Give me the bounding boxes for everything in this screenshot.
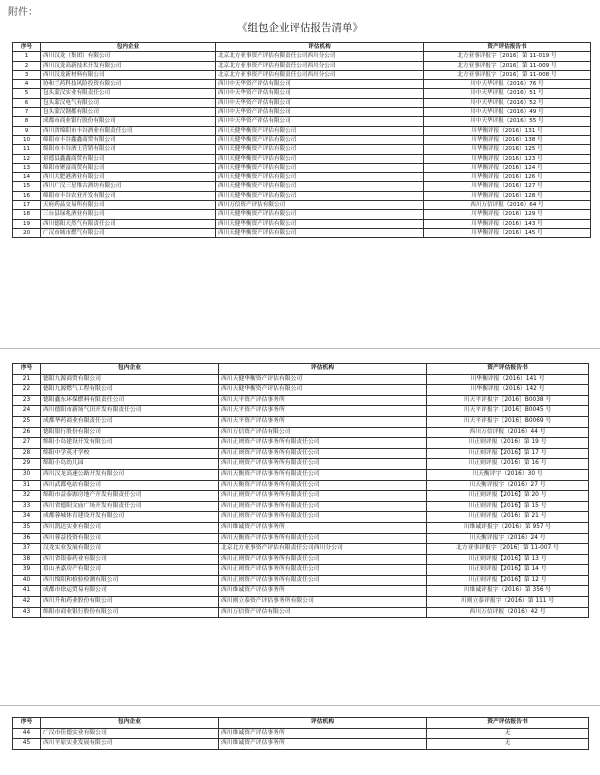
row-index: 15: [13, 182, 41, 191]
row-index: 34: [13, 512, 41, 523]
company-cell: 绵阳市丰谷酒王营销有限公司: [41, 145, 216, 154]
company-cell: 西川武都电站有限公司: [41, 480, 219, 491]
report-number-cell: 川天平评报字［2016］B0069 号: [427, 416, 589, 427]
table-row: [13, 416, 589, 427]
row-index: 17: [13, 201, 41, 210]
row-index: 24: [13, 406, 41, 417]
agency-cell: 西川天健华衡资产评估有限公司: [216, 210, 424, 219]
agency-cell: 西川中天华资产评估有限公司: [216, 98, 424, 107]
page-separator: [0, 348, 600, 349]
report-number-cell: 北方亚事评报字［2016］第 11-008 号: [424, 70, 591, 79]
table-row: [13, 739, 589, 750]
table-row: [13, 52, 591, 61]
table-row: [13, 406, 589, 417]
report-number-cell: 川天平评报字［2016］B0045 号: [427, 406, 589, 417]
table-row: [13, 98, 591, 107]
report-number-cell: 北方亚事评报字［2016］第 11-009 号: [424, 61, 591, 70]
company-cell: 成都华药商业有限责任公司: [41, 416, 219, 427]
row-index: 8: [13, 117, 41, 126]
company-cell: 汉龙实业发展有限公司: [41, 544, 219, 555]
agency-cell: 西川维诚资产评估事务所: [219, 728, 427, 739]
row-index: 6: [13, 98, 41, 107]
row-index: 35: [13, 522, 41, 533]
report-number-cell: 川中天华评报（2016）55 号: [424, 117, 591, 126]
agency-cell: 西川正则资产评估事务所有限责任公司: [219, 554, 427, 565]
agency-cell: 西川天平资产评估事务所: [219, 416, 427, 427]
row-index: 45: [13, 739, 41, 750]
agency-cell: 西川天健华衡资产评估有限公司: [216, 173, 424, 182]
table-row: [13, 61, 591, 70]
row-index: 28: [13, 448, 41, 459]
row-index: 5: [13, 89, 41, 98]
table-row: [13, 448, 589, 459]
row-index: 27: [13, 438, 41, 449]
report-number-cell: 川正则评报【2016】第 15 号: [427, 501, 589, 512]
report-number-cell: 北方亚事评报字［2016］第 11-007 号: [427, 544, 589, 555]
report-number-cell: 川华衡评报（2016）123 号: [424, 154, 591, 163]
report-number-cell: 川维诚评报字（2016）第 356 号: [427, 586, 589, 597]
report-number-cell: 川华衡评报（2016）138 号: [424, 135, 591, 144]
agency-cell: 西川中天华资产评估有限公司: [216, 89, 424, 98]
company-cell: 西川凯达实业有限公司: [41, 522, 219, 533]
table-row: [13, 89, 591, 98]
report-number-cell: 川正则评报【2016】第 14 号: [427, 565, 589, 576]
report-number-cell: 北方亚事评报字［2016］第 11-019 号: [424, 52, 591, 61]
row-index: 41: [13, 586, 41, 597]
report-number-cell: 川天平评报字［2016］B0038 号: [427, 395, 589, 406]
report-number-cell: 川正则评报【2016】第 17 号: [427, 448, 589, 459]
company-cell: 西川汉龙（集团）有限公司: [41, 52, 216, 61]
agency-cell: 西川维诚资产评估事务所: [219, 739, 427, 750]
report-number-cell: 川华衡评报（2016）143 号: [424, 219, 591, 228]
report-number-cell: 川华衡评报（2016）126 号: [424, 173, 591, 182]
agency-cell: 西川中天华资产评估有限公司: [216, 108, 424, 117]
row-index: 38: [13, 554, 41, 565]
row-index: 2: [13, 61, 41, 70]
table-row: [13, 607, 589, 618]
report-number-cell: 川天衡评字（2016）30 号: [427, 469, 589, 480]
header-report: 资产评估报告书: [427, 718, 589, 729]
company-cell: 西川广汉三星堆古酒坊有限公司: [41, 182, 216, 191]
company-cell: 绵阳市聚富商贸有限公司: [41, 163, 216, 172]
table-row: [13, 597, 589, 608]
agency-cell: 西川正则资产评估事务所有限责任公司: [219, 491, 427, 502]
agency-cell: 西川万信资产评估有限公司: [219, 607, 427, 618]
agency-cell: 西川天健华衡资产评估有限公司: [219, 374, 427, 385]
report-number-cell: 川则立泰评报字（2016）第 111 号: [427, 597, 589, 608]
agency-cell: 北京北方亚事资产评估有限责任公司西川分公司: [216, 52, 424, 61]
company-cell: 德阳九源商贸有限公司: [41, 374, 219, 385]
company-cell: 包头蒙汉实业有限责任公司: [41, 89, 216, 98]
report-number-cell: 无: [427, 739, 589, 750]
agency-cell: 西川万信资产评估有限公司: [216, 201, 424, 210]
company-cell: 包头蒙汉电气有限公司: [41, 98, 216, 107]
agency-cell: 西川天健华衡资产评估有限公司: [216, 154, 424, 163]
report-number-cell: 川天衡评报字（2016）24 号: [427, 533, 589, 544]
table-row: [13, 80, 591, 89]
table-row: [13, 385, 589, 396]
header-agency: 评估机构: [216, 43, 424, 52]
agency-cell: 西川天健华衡资产评估有限公司: [216, 145, 424, 154]
company-cell: 眉山圣嘉房产有限公司: [41, 565, 219, 576]
row-index: 39: [13, 565, 41, 576]
row-index: 26: [13, 427, 41, 438]
company-cell: 广汉市佳德实业有限公司: [41, 728, 219, 739]
table-row: [13, 586, 589, 597]
row-index: 19: [13, 219, 41, 228]
company-cell: 西川省银泰药业有限公司: [41, 554, 219, 565]
company-cell: 绵阳市丰谷鑫鑫商贸有限公司: [41, 135, 216, 144]
row-index: 22: [13, 385, 41, 396]
table-row: [13, 108, 591, 117]
table-row: [13, 554, 589, 565]
table-row: [13, 491, 589, 502]
table-row: [13, 182, 591, 191]
company-cell: 西川升和药业股份有限公司: [41, 597, 219, 608]
header-index: 序号: [13, 43, 41, 52]
table-row: [13, 145, 591, 154]
agency-cell: 西川天衡资产评估事务所有限责任公司: [219, 480, 427, 491]
agency-cell: 西川正则资产评估事务所有限责任公司: [219, 575, 427, 586]
row-index: 33: [13, 501, 41, 512]
company-cell: 绵阳市商业银行股份有限公司: [41, 607, 219, 618]
company-cell: 成都市商业银行股份有限公司: [41, 117, 216, 126]
agency-cell: 西川维诚资产评估事务所: [219, 586, 427, 597]
report-number-cell: 川华衡评报（2016）124 号: [424, 163, 591, 172]
header-agency: 评估机构: [219, 718, 427, 729]
table-row: [13, 544, 589, 555]
agency-cell: 西川维诚资产评估事务所: [219, 522, 427, 533]
agency-cell: 西川天健华衡资产评估有限公司: [216, 219, 424, 228]
report-number-cell: 川中天华评报（2016）51 号: [424, 89, 591, 98]
row-index: 18: [13, 210, 41, 219]
company-cell: 成都市徐运贸易有限公司: [41, 586, 219, 597]
header-company: 包内企业: [41, 364, 219, 375]
company-cell: 景德县鑫鑫商贸有限公司: [41, 154, 216, 163]
row-index: 7: [13, 108, 41, 117]
row-index: 32: [13, 491, 41, 502]
company-cell: 绵阳小岛建设开发有限公司: [41, 438, 219, 449]
table-row: [13, 173, 591, 182]
row-index: 23: [13, 395, 41, 406]
row-index: 1: [13, 52, 41, 61]
table-row: [13, 427, 589, 438]
agency-cell: 西川天健华衡资产评估有限公司: [216, 191, 424, 200]
row-index: 43: [13, 607, 41, 618]
report-number-cell: 川华衡评报（2016）128 号: [424, 191, 591, 200]
table-header-row: [13, 718, 589, 729]
agency-cell: 西川正则资产评估事务所有限责任公司: [219, 448, 427, 459]
company-cell: 德阳鑫东环保燃料有限责任公司: [41, 395, 219, 406]
table-row: [13, 469, 589, 480]
table-row: [13, 163, 591, 172]
report-number-cell: 川华衡评报（2016）145 号: [424, 228, 591, 237]
agency-cell: 西川则立泰资产评估事务所有限公司: [219, 597, 427, 608]
report-number-cell: 川华衡评报（2016）127 号: [424, 182, 591, 191]
row-index: 40: [13, 575, 41, 586]
agency-cell: 西川天衡资产评估事务所有限责任公司: [219, 533, 427, 544]
table-row: [13, 512, 589, 523]
header-company: 包内企业: [41, 43, 216, 52]
header-report: 资产评估报告书: [424, 43, 591, 52]
company-cell: 绵阳中学英才学校: [41, 448, 219, 459]
table-row: [13, 126, 591, 135]
row-index: 21: [13, 374, 41, 385]
table-row: [13, 154, 591, 163]
table-row: [13, 228, 591, 237]
agency-cell: 西川天衡资产评估事务所有限责任公司: [219, 469, 427, 480]
agency-cell: 西川天健华衡资产评估有限公司: [216, 163, 424, 172]
row-index: 10: [13, 135, 41, 144]
report-table-3: [12, 717, 589, 750]
row-index: 29: [13, 459, 41, 470]
table-row: [13, 459, 589, 470]
report-number-cell: 川中天华评报（2016）76 号: [424, 80, 591, 89]
row-index: 25: [13, 416, 41, 427]
table-row: [13, 522, 589, 533]
row-index: 20: [13, 228, 41, 237]
attachment-label: 附件：: [8, 7, 38, 18]
report-number-cell: 川正则评报（2016）第 19 号: [427, 438, 589, 449]
header-company: 包内企业: [41, 718, 219, 729]
page-separator: [0, 705, 600, 706]
table-row: [13, 480, 589, 491]
row-index: 12: [13, 154, 41, 163]
row-index: 4: [13, 80, 41, 89]
report-number-cell: 川华衡评报（2016）142 号: [427, 385, 589, 396]
company-cell: 德阳九源燃气工程有限公司: [41, 385, 219, 396]
company-cell: 绵阳市益泰源房地产开发有限责任公司: [41, 491, 219, 502]
report-number-cell: 无: [427, 728, 589, 739]
row-index: 42: [13, 597, 41, 608]
row-index: 11: [13, 145, 41, 154]
agency-cell: 西川正则资产评估事务所有限责任公司: [219, 512, 427, 523]
company-cell: 西川德阳市新场气田开发有限责任公司: [41, 406, 219, 417]
row-index: 36: [13, 533, 41, 544]
agency-cell: 西川万信资产评估有限公司: [219, 427, 427, 438]
agency-cell: 西川天健华衡资产评估有限公司: [216, 228, 424, 237]
company-cell: 包头蒙汉钢都有限公司: [41, 108, 216, 117]
table-row: [13, 728, 589, 739]
table-row: [13, 501, 589, 512]
table-row: [13, 533, 589, 544]
table-row: [13, 219, 591, 228]
table-header-row: [13, 43, 591, 52]
table-row: [13, 438, 589, 449]
agency-cell: 西川天健华衡资产评估有限公司: [216, 135, 424, 144]
company-cell: 西川汉龙新材料有限公司: [41, 70, 216, 79]
report-number-cell: 川华衡评报（2016）125 号: [424, 145, 591, 154]
agency-cell: 西川中天华资产评估有限公司: [216, 80, 424, 89]
company-cell: 德阳银行股份有限公司: [41, 427, 219, 438]
report-number-cell: 川华衡评报（2016）131 号: [424, 126, 591, 135]
table-header-row: [13, 364, 589, 375]
row-index: 37: [13, 544, 41, 555]
row-index: 9: [13, 126, 41, 135]
header-index: 序号: [13, 364, 41, 375]
agency-cell: 西川正则资产评估事务所有限责任公司: [219, 501, 427, 512]
report-number-cell: 川中天华评报（2016）52 号: [424, 98, 591, 107]
row-index: 30: [13, 469, 41, 480]
company-cell: 西川大肥港酒业有限公司: [41, 173, 216, 182]
table-row: [13, 395, 589, 406]
table-row: [13, 374, 589, 385]
agency-cell: 北京北方亚事资产评估有限责任公司西川分公司: [216, 70, 424, 79]
agency-cell: 北京北方亚事资产评估有限责任公司西川分公司: [219, 544, 427, 555]
table-row: [13, 201, 591, 210]
agency-cell: 西川天健华衡资产评估有限公司: [219, 385, 427, 396]
agency-cell: 西川天健华衡资产评估有限公司: [216, 182, 424, 191]
agency-cell: 北京北方亚事资产评估有限责任公司西川分公司: [216, 61, 424, 70]
report-number-cell: 川正则评报【2016】第 13 号: [427, 554, 589, 565]
row-index: 3: [13, 70, 41, 79]
table-row: [13, 210, 591, 219]
table-row: [13, 575, 589, 586]
company-cell: 三台县绿兆酒业有限公司: [41, 210, 216, 219]
table-row: [13, 191, 591, 200]
company-cell: 西川蓉益投资有限公司: [41, 533, 219, 544]
company-cell: 成都蓉城体育建设开发有限公司: [41, 512, 219, 523]
agency-cell: 西川正则资产评估事务所有限责任公司: [219, 438, 427, 449]
report-number-cell: 川正则评报【2016】第 20 号: [427, 491, 589, 502]
company-cell: 协和兰药科技风险投资有限公司: [41, 80, 216, 89]
company-cell: 绵阳小岛幼儿园: [41, 459, 219, 470]
report-table-1: [12, 42, 591, 238]
agency-cell: 西川正则资产评估事务所有限责任公司: [219, 565, 427, 576]
agency-cell: 西川天健华衡资产评估有限公司: [216, 126, 424, 135]
report-number-cell: 西川万信评报（2016）64 号: [424, 201, 591, 210]
agency-cell: 西川天平资产评估事务所: [219, 406, 427, 417]
table-row: [13, 117, 591, 126]
report-number-cell: 川天衡评报字（2016）27 号: [427, 480, 589, 491]
header-index: 序号: [13, 718, 41, 729]
company-cell: 西川平原实业发展有限公司: [41, 739, 219, 750]
row-index: 44: [13, 728, 41, 739]
report-number-cell: 西川万信评报（2016）44 号: [427, 427, 589, 438]
report-number-cell: 川华衡评报（2016）129 号: [424, 210, 591, 219]
company-cell: 西川汉龙高新技术开发有限公司: [41, 61, 216, 70]
company-cell: 西川汉龙高速公路开发有限公司: [41, 469, 219, 480]
row-index: 14: [13, 173, 41, 182]
report-number-cell: 川正则评报【2016】第 12 号: [427, 575, 589, 586]
company-cell: 西川省绵阳市丰谷酒业有限责任公司: [41, 126, 216, 135]
row-index: 16: [13, 191, 41, 200]
header-agency: 评估机构: [219, 364, 427, 375]
report-number-cell: 川正则评报（2016）第 21 号: [427, 512, 589, 523]
document-title: 《组包企业评估报告清单》: [237, 22, 363, 34]
agency-cell: 西川天平资产评估事务所: [219, 395, 427, 406]
company-cell: 天府药品交易所有限公司: [41, 201, 216, 210]
report-number-cell: 西川万信评报（2016）42 号: [427, 607, 589, 618]
table-row: [13, 70, 591, 79]
report-number-cell: 川华衡评报（2016）141 号: [427, 374, 589, 385]
agency-cell: 西川正则资产评估事务所有限责任公司: [219, 459, 427, 470]
row-index: 31: [13, 480, 41, 491]
company-cell: 西川绵阳和检验检测有限公司: [41, 575, 219, 586]
agency-cell: 西川中天华资产评估有限公司: [216, 117, 424, 126]
report-number-cell: 川正则评报（2016）第 16 号: [427, 459, 589, 470]
table-row: [13, 565, 589, 576]
table-row: [13, 135, 591, 144]
report-number-cell: 川中天华评报（2016）49 号: [424, 108, 591, 117]
company-cell: 西川省德阳文庙广场开发有限责任公司: [41, 501, 219, 512]
header-report: 资产评估报告书: [427, 364, 589, 375]
company-cell: 西川德阳天然气有限责任公司: [41, 219, 216, 228]
report-table-2: [12, 363, 589, 618]
company-cell: 广汉市城市燃气有限公司: [41, 228, 216, 237]
report-number-cell: 川维诚评报字（2016）第 957 号: [427, 522, 589, 533]
row-index: 13: [13, 163, 41, 172]
company-cell: 绵阳市丰谷农业开发有限公司: [41, 191, 216, 200]
